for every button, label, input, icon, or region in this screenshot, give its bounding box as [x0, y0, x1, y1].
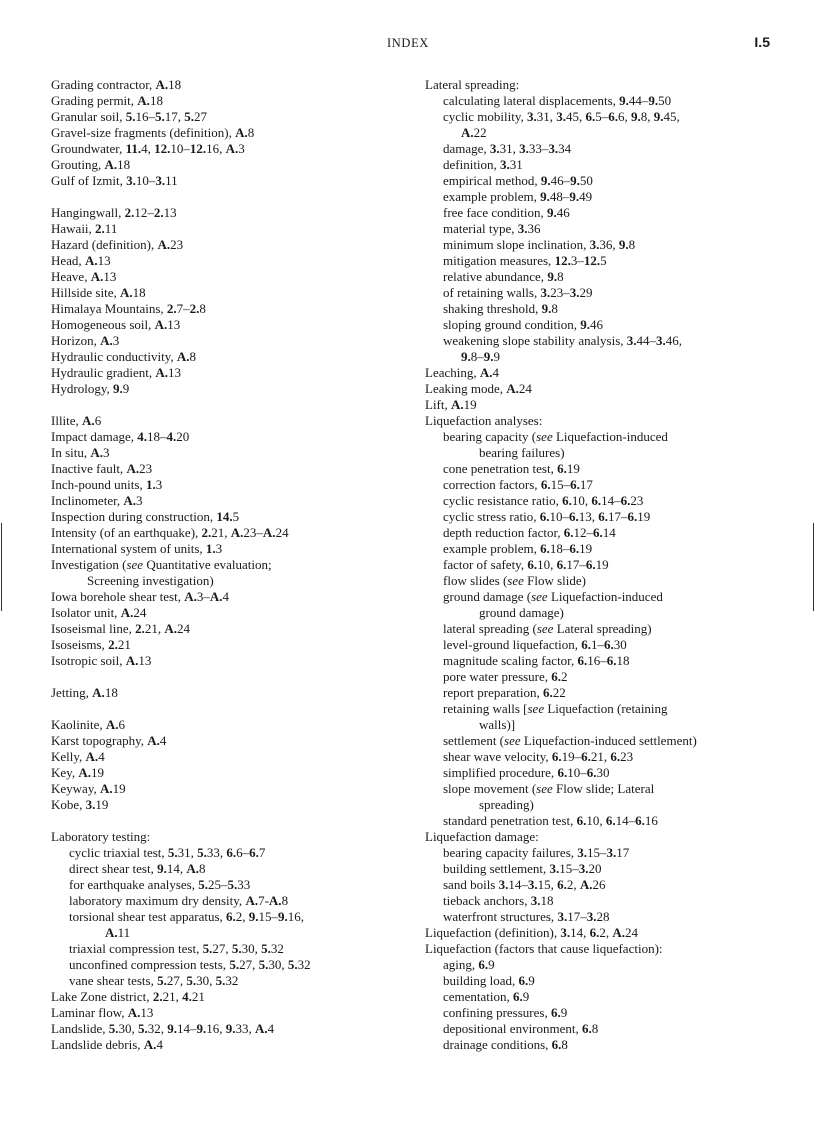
index-subentry: correction factors, 6.15–6.17: [443, 477, 593, 492]
index-subentry: unconfined compression tests, 5.27, 5.30, 5.32: [69, 957, 311, 972]
index-entry: Grading contractor, A.18: [51, 77, 182, 92]
index-entry: Laboratory testing:: [51, 829, 151, 844]
index-entry: Hawaii, 2.11: [51, 221, 118, 236]
index-entry: Landslide debris, A.4: [51, 1037, 163, 1052]
index-subentry: shear wave velocity, 6.19–6.21, 6.23: [443, 749, 634, 764]
index-entry: Iowa borehole shear test, A.3–A.4: [51, 589, 229, 604]
index-subentry: minimum slope inclination, 3.36, 9.8: [443, 237, 636, 252]
index-entry: Head, A.13: [51, 253, 111, 268]
index-subentry: building load, 6.9: [443, 973, 535, 988]
index-subentry: level-ground liquefaction, 6.1–6.30: [443, 637, 627, 652]
index-entry: Isolator unit, A.24: [51, 605, 147, 620]
index-entry: Gulf of Izmit, 3.10–3.11: [51, 173, 178, 188]
index-column-left: [51, 77, 411, 1053]
index-subentry: pore water pressure, 6.2: [443, 669, 568, 684]
index-column-right: [425, 77, 785, 1053]
index-entry: Leaching, A.4: [425, 365, 500, 380]
index-entry: Illite, A.6: [51, 413, 102, 428]
index-subentry: example problem, 9.48–9.49: [443, 189, 593, 204]
index-entry: Leaking mode, A.24: [425, 381, 532, 396]
index-entry: Isotropic soil, A.13: [51, 653, 152, 668]
index-subentry: aging, 6.9: [443, 957, 495, 972]
index-subentry: definition, 3.31: [443, 157, 523, 172]
index-entry: Hangingwall, 2.12–2.13: [51, 205, 177, 220]
index-entry: Inclinometer, A.3: [51, 493, 143, 508]
index-entry: Grouting, A.18: [51, 157, 131, 172]
index-subentry: free face condition, 9.46: [443, 205, 570, 220]
index-subentry: settlement (see Liquefaction-induced settlement): [443, 733, 697, 748]
index-subentry: example problem, 6.18–6.19: [443, 541, 593, 556]
index-entry: Investigation (see Quantitative evaluation;: [51, 557, 272, 572]
index-entry: Jetting, A.18: [51, 685, 118, 700]
page-edge-mark-right: [813, 523, 814, 611]
index-subentry: A.22: [461, 125, 487, 140]
index-subentry: direct shear test, 9.14, A.8: [69, 861, 206, 876]
index-entry: Gravel-size fragments (definition), A.8: [51, 125, 255, 140]
index-subentry: flow slides (see Flow slide): [443, 573, 587, 588]
index-entry: Lateral spreading:: [425, 77, 520, 92]
index-entry: Intensity (of an earthquake), 2.21, A.23–A.24: [51, 525, 289, 540]
index-subentry: cyclic resistance ratio, 6.10, 6.14–6.23: [443, 493, 644, 508]
index-entry: In situ, A.3: [51, 445, 110, 460]
running-head: INDEX: [387, 36, 429, 50]
index-subentry: tieback anchors, 3.18: [443, 893, 554, 908]
index-subentry: simplified procedure, 6.10–6.30: [443, 765, 610, 780]
index-subentry: cementation, 6.9: [443, 989, 530, 1004]
index-subentry: calculating lateral displacements, 9.44–9.50: [443, 93, 672, 108]
index-subentry: sand boils 3.14–3.15, 6.2, A.26: [443, 877, 606, 892]
index-subentry: building settlement, 3.15–3.20: [443, 861, 602, 876]
index-entry: Groundwater, 11.4, 12.10–12.16, A.3: [51, 141, 245, 156]
index-subentry: relative abundance, 9.8: [443, 269, 564, 284]
index-entry: Kaolinite, A.6: [51, 717, 126, 732]
index-subentry: lateral spreading (see Lateral spreading): [443, 621, 652, 636]
index-subentry: magnitude scaling factor, 6.16–6.18: [443, 653, 630, 668]
index-subentry: cyclic triaxial test, 5.31, 5.33, 6.6–6.7: [69, 845, 266, 860]
index-entry: Grading permit, A.18: [51, 93, 163, 108]
index-entry: Liquefaction analyses:: [425, 413, 543, 428]
index-entry: Liquefaction damage:: [425, 829, 539, 844]
index-entry: Kobe, 3.19: [51, 797, 109, 812]
index-entry: Inactive fault, A.23: [51, 461, 153, 476]
index-entry: International system of units, 1.3: [51, 541, 223, 556]
index-subentry: empirical method, 9.46–9.50: [443, 173, 593, 188]
index-subentry: cyclic mobility, 3.31, 3.45, 6.5–6.6, 9.8, 9.45,: [443, 109, 680, 124]
index-entry: Himalaya Mountains, 2.7–2.8: [51, 301, 206, 316]
index-entry: Isoseisms, 2.21: [51, 637, 131, 652]
index-entry: Granular soil, 5.16–5.17, 5.27: [51, 109, 207, 124]
index-subentry: weakening slope stability analysis, 3.44–3.46,: [443, 333, 683, 348]
index-entry: Lift, A.19: [425, 397, 477, 412]
index-entry: Liquefaction (definition), 3.14, 6.2, A.24: [425, 925, 639, 940]
index-entry: Lake Zone district, 2.21, 4.21: [51, 989, 205, 1004]
index-subentry: sloping ground condition, 9.46: [443, 317, 603, 332]
index-subentry: bearing capacity (see Liquefaction-induced: [443, 429, 668, 444]
index-subentry: A.11: [105, 925, 131, 940]
index-entry: Hydrology, 9.9: [51, 381, 130, 396]
index-entry: Homogeneous soil, A.13: [51, 317, 181, 332]
index-subentry: triaxial compression test, 5.27, 5.30, 5.32: [69, 941, 284, 956]
index-subentry: bearing capacity failures, 3.15–3.17: [443, 845, 630, 860]
index-subentry: torsional shear test apparatus, 6.2, 9.15–9.16,: [69, 909, 305, 924]
index-entry: Inch-pound units, 1.3: [51, 477, 163, 492]
index-entry: Inspection during construction, 14.5: [51, 509, 240, 524]
index-entry: Kelly, A.4: [51, 749, 105, 764]
index-subentry: drainage conditions, 6.8: [443, 1037, 568, 1052]
page-header: [0, 36, 816, 54]
index-entry: Liquefaction (factors that cause liquefaction):: [425, 941, 663, 956]
index-entry: Hillside site, A.18: [51, 285, 146, 300]
index-entry: Isoseismal line, 2.21, A.24: [51, 621, 191, 636]
index-entry: Landslide, 5.30, 5.32, 9.14–9.16, 9.33, A.4: [51, 1021, 275, 1036]
index-subentry: of retaining walls, 3.23–3.29: [443, 285, 593, 300]
index-subentry: ground damage (see Liquefaction-induced: [443, 589, 663, 604]
index-subentry: waterfront structures, 3.17–3.28: [443, 909, 610, 924]
index-entry: Impact damage, 4.18–4.20: [51, 429, 190, 444]
index-subentry: ground damage): [479, 605, 564, 620]
index-entry: Keyway, A.19: [51, 781, 126, 796]
index-entry: Horizon, A.3: [51, 333, 120, 348]
index-entry: Laminar flow, A.13: [51, 1005, 154, 1020]
index-subentry: 9.8–9.9: [461, 349, 500, 364]
index-subentry: for earthquake analyses, 5.25–5.33: [69, 877, 251, 892]
index-entry: Hazard (definition), A.23: [51, 237, 184, 252]
index-subentry: factor of safety, 6.10, 6.17–6.19: [443, 557, 609, 572]
page-edge-mark-left: [1, 523, 2, 611]
index-entry: Key, A.19: [51, 765, 104, 780]
index-entry: Hydraulic gradient, A.13: [51, 365, 181, 380]
index-entry: Hydraulic conductivity, A.8: [51, 349, 197, 364]
index-subentry: cone penetration test, 6.19: [443, 461, 580, 476]
index-subentry: damage, 3.31, 3.33–3.34: [443, 141, 572, 156]
index-subentry: mitigation measures, 12.3–12.5: [443, 253, 607, 268]
index-subentry: depositional environment, 6.8: [443, 1021, 599, 1036]
index-entry: Karst topography, A.4: [51, 733, 167, 748]
index-subentry: walls)]: [479, 717, 516, 732]
index-subentry: spreading): [479, 797, 534, 812]
index-subentry: slope movement (see Flow slide; Lateral: [443, 781, 655, 796]
index-subentry: depth reduction factor, 6.12–6.14: [443, 525, 616, 540]
index-subentry: cyclic stress ratio, 6.10–6.13, 6.17–6.19: [443, 509, 651, 524]
index-subentry: laboratory maximum dry density, A.7-A.8: [69, 893, 289, 908]
index-subentry: Screening investigation): [87, 573, 214, 588]
page-number: I.5: [754, 34, 770, 50]
index-entry: Heave, A.13: [51, 269, 117, 284]
index-subentry: bearing failures): [479, 445, 565, 460]
index-subentry: confining pressures, 6.9: [443, 1005, 568, 1020]
index-subentry: vane shear tests, 5.27, 5.30, 5.32: [69, 973, 239, 988]
index-subentry: report preparation, 6.22: [443, 685, 566, 700]
index-subentry: standard penetration test, 6.10, 6.14–6.16: [443, 813, 658, 828]
index-subentry: material type, 3.36: [443, 221, 541, 236]
index-subentry: shaking threshold, 9.8: [443, 301, 558, 316]
index-subentry: retaining walls [see Liquefaction (retaining: [443, 701, 668, 716]
